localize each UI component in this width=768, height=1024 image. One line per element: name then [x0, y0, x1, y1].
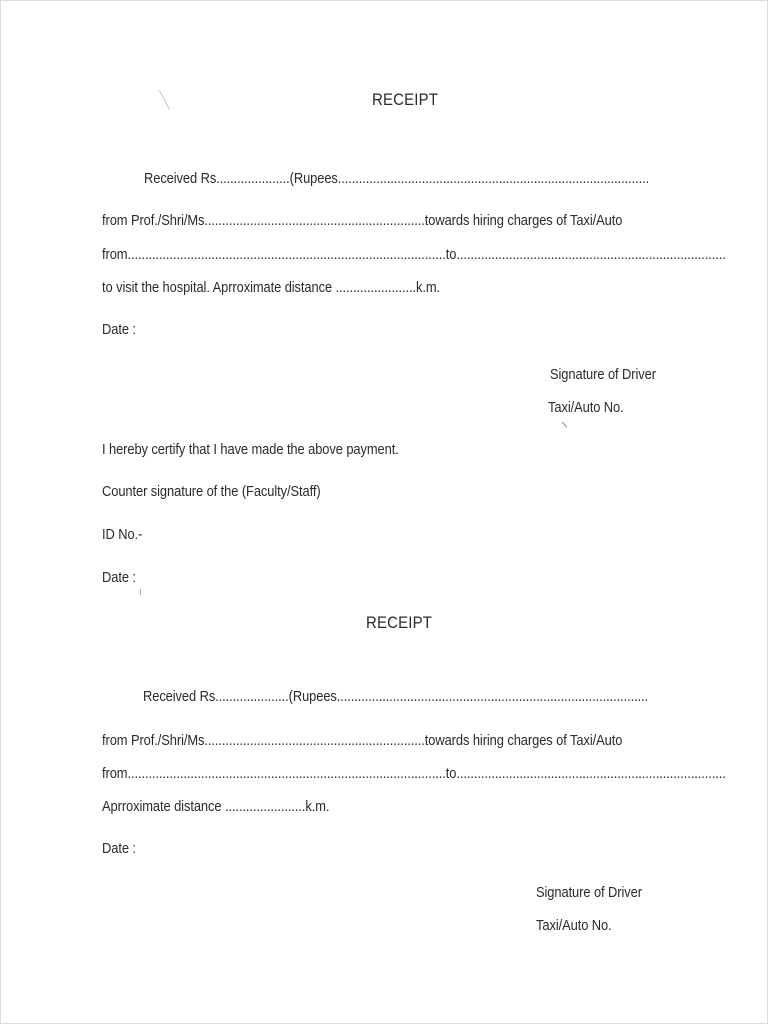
- certify-statement: I hereby certify that I have made the above payment.: [102, 441, 399, 458]
- date-label: Date :: [102, 840, 136, 857]
- from-to-line: from...........................................................................................to.............................................................................: [102, 246, 726, 263]
- from-prof-line: from Prof./Shri/Ms...............................................................towards hiring charges of Taxi/Auto: [102, 732, 623, 749]
- taxi-auto-no-label: Taxi/Auto No.: [536, 917, 612, 934]
- distance-line: Aprroximate distance .......................k.m.: [102, 798, 330, 815]
- date-label: Date :: [102, 321, 136, 338]
- receipt-title: RECEIPT: [366, 613, 433, 632]
- from-to-line: from...........................................................................................to.............................................................................: [102, 765, 726, 782]
- received-rupees-line: Received Rs.....................(Rupees.........................................................................................: [143, 688, 649, 705]
- from-prof-line: from Prof./Shri/Ms...............................................................towards hiring charges of Taxi/Auto: [102, 212, 623, 229]
- scan-mark: [140, 589, 141, 595]
- signature-of-driver-label: Signature of Driver: [550, 366, 656, 383]
- scan-mark: [159, 90, 170, 110]
- counter-signature-label: Counter signature of the (Faculty/Staff): [102, 483, 321, 500]
- date-label-counter: Date :: [102, 569, 136, 586]
- taxi-auto-no-label: Taxi/Auto No.: [548, 399, 624, 416]
- receipt-title: RECEIPT: [372, 90, 439, 109]
- distance-line: to visit the hospital. Aprroximate distance .......................k.m.: [102, 279, 441, 296]
- signature-of-driver-label: Signature of Driver: [536, 884, 642, 901]
- id-no-label: ID No.-: [102, 526, 143, 543]
- received-rupees-line: Received Rs.....................(Rupees.........................................................................................: [144, 170, 650, 187]
- scan-mark: [562, 421, 567, 427]
